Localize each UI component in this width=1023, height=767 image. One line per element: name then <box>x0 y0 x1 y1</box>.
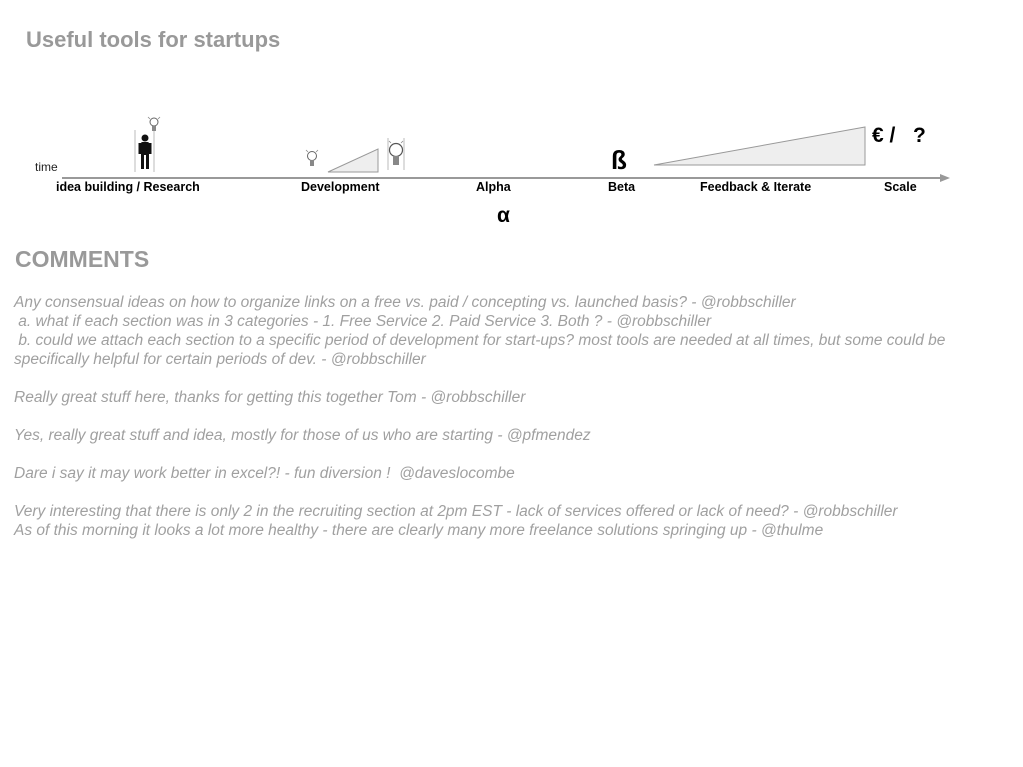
comment-text: a. what if each section was in 3 categories - 1. Free Service 2. Paid Service 3. Both ? - @robbschiller <box>14 313 712 330</box>
lightbulb-icon <box>306 150 318 166</box>
development-growth-ramp <box>328 149 378 172</box>
stage-feedback-iterate: Feedback & Iterate <box>700 180 812 194</box>
beta-symbol: ß <box>611 145 627 175</box>
comments-list <box>14 293 1004 559</box>
startup-timeline <box>0 100 1023 240</box>
comment-text: Any consensual ideas on how to organize links on a free vs. paid / concepting vs. launched basis? - @robbschiller <box>14 294 796 311</box>
small-lightbulb-icon <box>148 117 160 131</box>
feedback-growth-ramp <box>654 127 865 165</box>
stage-scale: Scale <box>884 180 917 194</box>
stage-idea-building: idea building / Research <box>56 180 200 194</box>
timeline-graphics <box>0 100 1023 240</box>
stage-development: Development <box>301 180 380 194</box>
comment-text: Really great stuff here, thanks for getting this together Tom - @robbschiller <box>14 389 526 406</box>
comment-text: Yes, really great stuff and idea, mostly for those of us who are starting - @pfmendez <box>14 427 591 444</box>
comment-thread <box>14 426 1004 445</box>
stage-beta: Beta <box>608 180 636 194</box>
comment-text: Very interesting that there is only 2 in the recruiting section at 2pm EST - lack of services offered or lack of need? - @robbschiller <box>14 503 898 520</box>
page-title: Useful tools for startups <box>26 27 281 52</box>
alpha-symbol: α <box>497 204 510 227</box>
time-axis-arrowhead <box>940 174 950 182</box>
comment-thread <box>14 293 1004 369</box>
comments-heading: COMMENTS <box>15 246 150 272</box>
currency-symbol: € / <box>872 124 896 147</box>
large-lightbulb-icon <box>388 138 404 170</box>
comment-text: Dare i say it may work better in excel?! - fun diversion ! @daveslocombe <box>14 465 515 482</box>
comment-thread <box>14 502 1004 540</box>
comment-thread <box>14 388 1004 407</box>
person-icon <box>135 130 154 172</box>
comment-text: As of this morning it looks a lot more healthy - there are clearly many more freelance solutions springing up - @thulme <box>14 522 824 539</box>
stage-alpha: Alpha <box>476 180 511 194</box>
comment-text: b. could we attach each section to a specific period of development for start-ups? most tools are needed at all times, but some could be specifically helpful for certain periods of dev. - @robbschiller <box>14 332 950 368</box>
comment-thread <box>14 464 1004 483</box>
time-axis-label: time <box>35 160 58 174</box>
question-symbol: ? <box>913 124 926 147</box>
